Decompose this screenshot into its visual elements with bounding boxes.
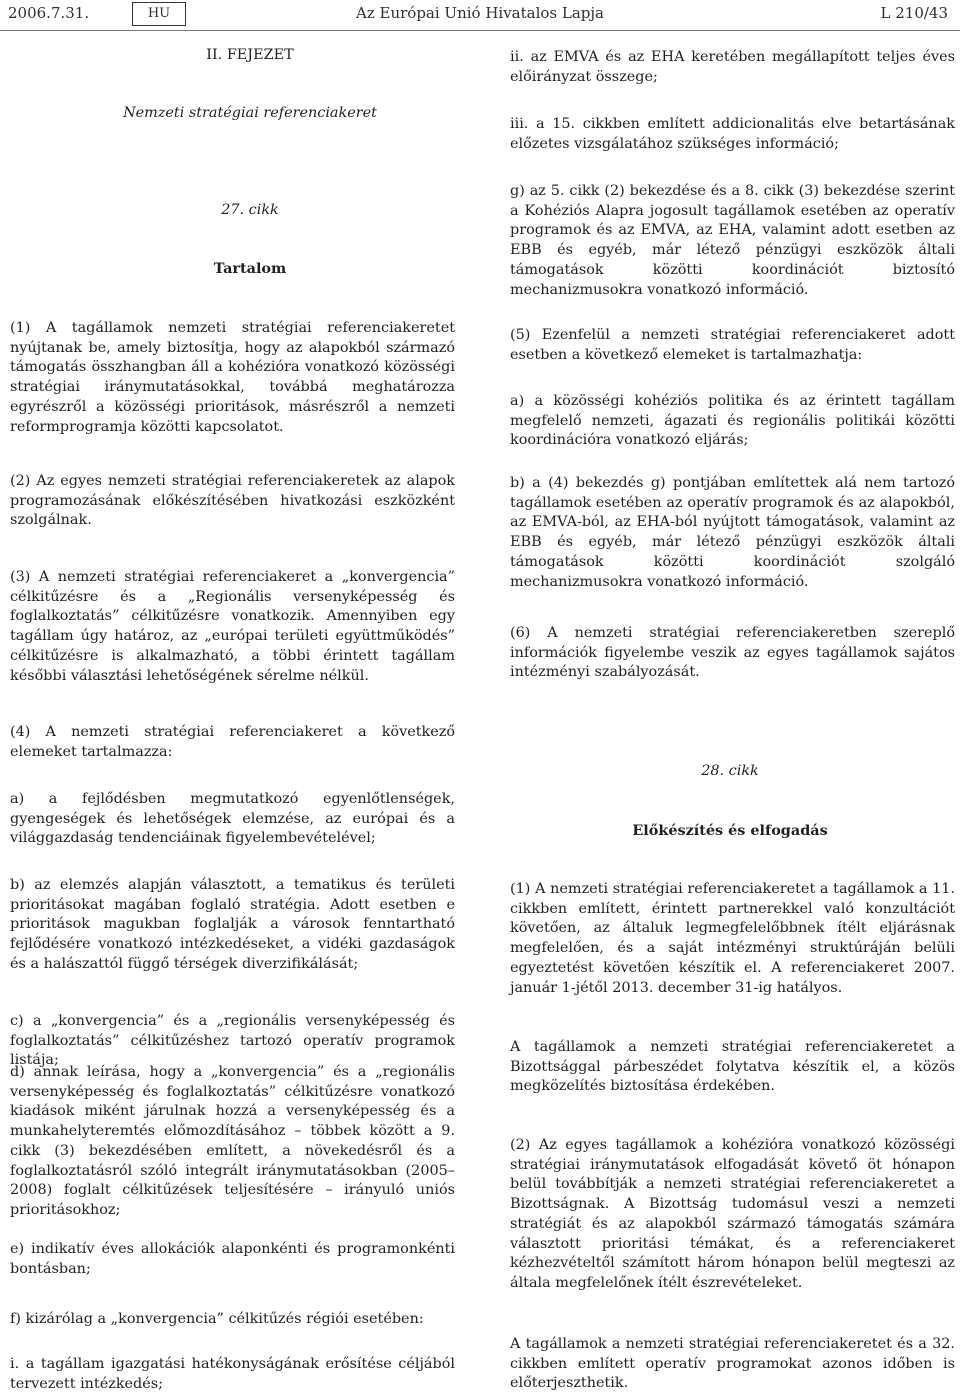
paragraph-2: (2) Az egyes nemzeti stratégiai referenciakeretek az alapok programozásának előkészítésében hivatkozási eszközként szolgálnak.	[10, 473, 455, 529]
list-item-f-i: i. a tagállam igazgatási hatékonyságának erősítése céljából tervezett intézkedés;	[10, 1356, 455, 1392]
article-28-paragraph-1b: A tagállamok a nemzeti stratégiai referenciakeretet a Bizottsággal párbeszédet folytatva készítik el, a közös megközelítés biztosítása érdekében.	[510, 1039, 955, 1095]
article-28-number: 28. cikk	[701, 763, 759, 779]
list-item-c: c) a „konvergencia” és a „regionális versenyképesség és foglalkoztatás” célkitűzéshez tartozó operatív programok listája;	[10, 1013, 455, 1069]
article-27-title: Tartalom	[213, 260, 287, 277]
list-item-a: a) a fejlődésben megmutatkozó egyenlőtlenségek, gyengeségek és lehetőségek elemzése, az európai és a világgazdaság tendenciáinak figyelembevételével;	[10, 791, 455, 847]
publication-date: 2006.7.31.	[8, 4, 90, 22]
list-item-b: b) az elemzés alapján választott, a tematikus és területi prioritásokat magában foglaló stratégia. Adott esetben e prioritások magukban foglalják a városok fenntartható fejlődésére vonatkozó intézkedéseket, a vidéki gazdaságok és a halászattól függő térségek diverzifikálását;	[10, 877, 455, 972]
paragraph-1: (1) A tagállamok nemzeti stratégiai referenciakeretet nyújtanak be, amely biztosítja, hogy az alapokból származó támogatás összhangban áll a kohézióra vonatkozó közösségi stratégiai iránymutatásokkal, továbbá meghatározza egyrészről a közösségi prioritások, másrészről a nemzeti reformprogramja közötti kapcsolatot.	[10, 320, 455, 435]
article-28-title: Előkészítés és elfogadás	[632, 822, 828, 839]
page-header	[0, 2, 960, 28]
list-item-g: g) az 5. cikk (2) bekezdése és a 8. cikk (3) bekezdése szerint a Kohéziós Alapra jogosult tagállamok esetében az operatív programok és az EMVA, az EHA, valamint adott esetben az EBB és egyéb, már létező pénzügyi eszközök általi támogatások közötti koordinációt biztosító mechanizmusokra vonatkozó információ.	[510, 183, 955, 298]
article-28-paragraph-1: (1) A nemzeti stratégiai referenciakeretet a tagállamok a 11. cikkben említett, érintett partnerekkel való konzultációt követően, az általuk legmegfelelőbbnek ítélt eljárásnak megfelelően, és a saját intézményi struktúráján belüli egyeztetést követően készítik el. A referenciakeret 2007. január 1-jétől 2013. december 31-ig hatályos.	[510, 881, 955, 996]
article-28-paragraph-3: A tagállamok a nemzeti stratégiai referenciakeretet és a 32. cikkben említett operatív programokat azonos időben is előterjeszthetik.	[510, 1336, 955, 1392]
paragraph-4: (4) A nemzeti stratégiai referenciakeret a következő elemeket tartalmazza:	[10, 724, 455, 760]
list-item-ii: ii. az EMVA és az EHA keretében megállapított teljes éves előirányzat összege;	[510, 49, 955, 85]
chapter-title: Nemzeti stratégiai referenciakeret	[123, 105, 377, 121]
page-number: L 210/43	[880, 4, 948, 22]
language-badge: HU	[132, 2, 186, 26]
list-item-d: d) annak leírása, hogy a „konvergencia” és a „regionális versenyképesség és foglalkoztatás” célkitűzésre vonatkozó kiadások miként járulnak hozzá a versenyképesség és a munkahelyteremtés előmozdításához – többek között a 9. cikk (3) bekezdésében említett, a növekedésről és a foglalkoztatásról szóló integrált iránymutatásokban (2005–2008) foglalt célkitűzések teljesítésére – irányuló uniós prioritásokhoz;	[10, 1064, 455, 1218]
header-rule	[0, 30, 960, 31]
list-item-iii: iii. a 15. cikkben említett addicionalitás elve betartásának előzetes vizsgálatához szükséges információ;	[510, 116, 955, 152]
chapter-label: II. FEJEZET	[206, 47, 294, 63]
paragraph-6: (6) A nemzeti stratégiai referenciakeretben szereplő információk figyelembe veszik az egyes tagállamok sajátos intézményi szabályozását.	[510, 625, 955, 681]
article-27-number: 27. cikk	[221, 202, 279, 218]
journal-title: Az Európai Unió Hivatalos Lapja	[356, 4, 604, 22]
paragraph-5-b: b) a (4) bekezdés g) pontjában említettek alá nem tartozó tagállamok esetében az operatív programok és az alapokból, az EMVA-ból, az EHA-ból nyújtott támogatások, valamint az EBB és egyéb, már létező pénzügyi eszközök általi támogatások közötti koordinációt szolgáló mechanizmusokra vonatkozó információ.	[510, 475, 955, 590]
paragraph-5-a: a) a közösségi kohéziós politika és az érintett tagállam megfelelő nemzeti, ágazati és regionális politikái közötti koordinációra vonatkozó eljárás;	[510, 393, 955, 449]
paragraph-3: (3) A nemzeti stratégiai referenciakeret a „konvergencia” célkitűzésre és a „Regionális versenyképesség és foglalkoztatás” célkitűzésre vonatkozik. Amennyiben egy tagállam úgy határoz, az „európai területi együttműködés” célkitűzésre is alkalmazható, a többi érintett tagállam későbbi választási lehetőségének sérelme nélkül.	[10, 569, 455, 684]
paragraph-5: (5) Ezenfelül a nemzeti stratégiai referenciakeret adott esetben a következő elemeket is tartalmazhatja:	[510, 327, 955, 363]
list-item-f: f) kizárólag a „konvergencia” célkitűzés régiói esetében:	[10, 1311, 424, 1327]
list-item-e: e) indikatív éves allokációk alaponkénti és programonkénti bontásban;	[10, 1241, 455, 1277]
article-28-paragraph-2: (2) Az egyes tagállamok a kohézióra vonatkozó közösségi stratégiai iránymutatások elfogadását követő öt hónapon belül továbbítják a nemzeti stratégiai referenciakeretet a Bizottságnak. A Bizottság tudomásul veszi a nemzeti stratégiát és az alapokból származó támogatás számára választott prioritási témákat, és a referenciakeret kézhezvételtől számított három hónapon belül megteszi az általa megfelelőnek ítélt észrevételeket.	[510, 1137, 955, 1291]
